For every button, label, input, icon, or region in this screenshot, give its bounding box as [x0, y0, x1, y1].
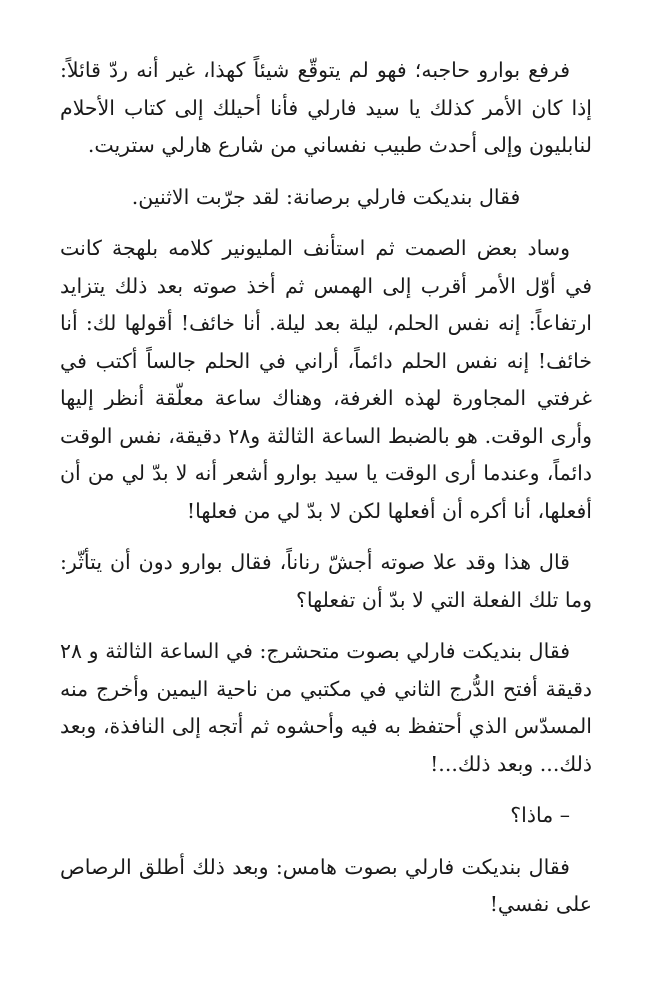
paragraph-poirot-question: قال هذا وقد علا صوته أجشّ رناناً، فقال بوارو دون أن يتأثّر: وما تلك الفعلة التي لا بدّ أن تفعلها؟ — [60, 550, 592, 612]
paragraph-farley-drawer: فقال بنديكت فارلي بصوت متحشرج: في الساعة الثالثة و ٢٨ دقيقة أفتح الدُّرج الثاني في مكتبي من ناحية اليمين وأخرج منه المسدّس الذي أحتفظ به فيه وأحشوه ثم أتجه إلى النافذة، وبعد ذلك... وبعد ذلك...! — [60, 639, 592, 776]
paragraph-poirot-reply: فرفع بوارو حاجبه؛ فهو لم يتوقّع شيئاً كهذا، غير أنه ردّ قائلاً: إذا كان الأمر كذلك يا سيد فارلي فأنا أحيلك إلى كتاب الأحلام لنابليون وإلى أحدث طبيب نفساني من شارع هارلي ستريت. — [60, 58, 592, 157]
book-page — [60, 52, 592, 938]
paragraph-shoot-himself: فقال بنديكت فارلي بصوت هامس: وبعد ذلك أطلق الرصاص على نفسي! — [60, 854, 592, 916]
paragraph-dream-description: وساد بعض الصمت ثم استأنف المليونير كلامه بلهجة كانت في أوّل الأمر أقرب إلى الهمس ثم أخذ صوته بعد ذلك يتزايد ارتفاعاً: إنه نفس الحلم، ليلة بعد ليلة. أنا خائف! أقولها لك: أنا خائف! إنه نفس الحلم دائماً، أراني في الحلم جالساً أكتب في غرفتي المجاورة لهذه الغرفة، وهناك ساعة معلّقة أنظر إليها وأرى الوقت. هو بالضبط الساعة الثالثة و٢٨ دقيقة، نفس الوقت دائماً، وعندما أرى الوقت يا سيد بوارو أشعر أنه لا بدّ لي من أن أفعلها، أنا أكره أن أفعلها لكن لا بدّ لي من فعلها! — [60, 236, 592, 523]
paragraph-tried-both: فقال بنديكت فارلي برصانة: لقد جرّبت الاثنين. — [131, 184, 521, 209]
paragraph-what: – ماذا؟ — [510, 803, 570, 827]
